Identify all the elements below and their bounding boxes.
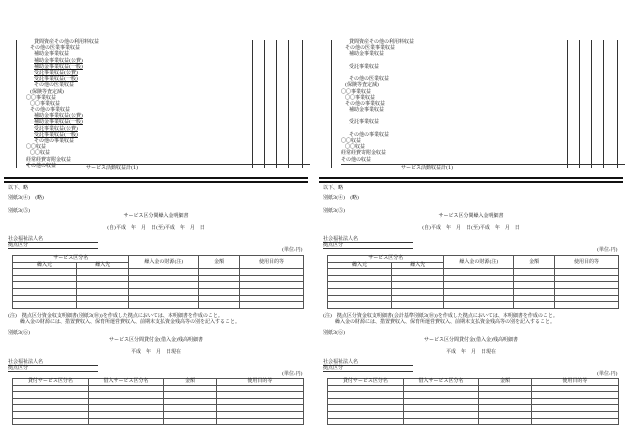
table-cell [13,269,77,276]
col-header: 繰入先 [77,262,129,269]
table-cell [88,392,164,399]
table-cell [77,275,129,282]
table-cell [88,385,164,392]
ledger-total-label: サービス活動収益計(1) [86,165,139,171]
table-cell [479,385,531,392]
form-ref: 別紙3(⑥) [323,330,346,336]
ledger-account-item: 〇〇事業収益 [345,94,376,101]
form-title: サービス区分間繰入金明細書 [438,213,504,219]
form-ref: 別紙3(⑤) [8,208,31,214]
table-row [13,295,304,302]
ledger-account-item: その他の医業収益 [349,76,390,83]
loan-table [327,378,619,425]
table-cell [392,269,444,276]
ledger-account-item: 〇〇収益 [345,144,366,151]
table-cell [479,411,531,418]
transfer-table [327,255,619,309]
table-row [328,275,619,282]
table-cell [328,405,404,412]
table-row [328,282,619,289]
ledger-account-item: 経常経費寄附金収益 [26,156,72,163]
left-page [4,0,308,442]
corp-name-label: 社会福祉法人名 [323,236,359,242]
table-cell [392,282,444,289]
table-row [13,269,304,276]
transfer-table [12,255,304,309]
table-row [328,385,619,392]
form-title: サービス区分間貸付金(借入金)残高明細書 [109,337,203,343]
note-line: (注) 拠点区分資金収支明細書(会計基準別紙3(⑩))を作成した拠点においては、本明細書を作成のこと。 [323,313,558,319]
period: 平成 年 月 日現在 [445,349,496,355]
table-cell [216,405,303,412]
table-row [328,405,619,412]
table-cell [403,392,479,399]
col-header: 借入サービス区分名 [88,379,164,386]
table-cell [88,405,164,412]
table-cell [239,275,303,282]
col-header: 繰入元 [328,262,392,269]
table-cell [164,405,216,412]
table-cell [199,302,240,309]
ledger-col-line [288,40,289,168]
table-cell [129,302,199,309]
ledger-account-item: 〇〇収益 [30,150,51,157]
table-cell [403,385,479,392]
section-divider [4,181,308,183]
table-cell [514,302,555,309]
ledger-col-line [302,40,303,168]
ledger-account-item: その他の収益 [26,162,57,169]
ledger-total-row [341,164,625,171]
form-ref: 別紙3(⑥) [8,330,31,336]
table-cell [13,385,89,392]
period: (自)平成 年 月 日(至)平成 年 月 日 [422,225,520,231]
section-divider [319,181,623,183]
table-cell [13,288,77,295]
table-row [13,302,304,309]
table-cell [403,398,479,405]
corp-name-label: 社会福祉法人名 [8,236,44,242]
table-cell [129,275,199,282]
col-header: 繰入先 [392,262,444,269]
period: 平成 年 月 日現在 [130,349,181,355]
ledger-account-item: (保険等査定減) [30,88,64,95]
ledger-account-item: 〇〇事業収益 [26,94,57,101]
ledger-total-label: サービス活動収益計(1) [401,165,454,171]
table-cell [479,398,531,405]
table-cell [328,295,392,302]
table-cell [531,411,618,418]
ledger-account-item: 補助金事業収益 [34,51,70,58]
ledger-col-line [603,40,604,168]
ledger-account-list [26,40,246,170]
table-cell [531,398,618,405]
table-cell [13,418,89,425]
table-cell [239,295,303,302]
table-cell [554,282,618,289]
table-cell [444,302,514,309]
table-cell [199,282,240,289]
table-cell [514,269,555,276]
table-cell [479,418,531,425]
col-header: 使用目的等 [239,256,303,269]
note-line: 繰入金の財源には、措置費収入、保育所運営費収入、前期末支払資金残高等の別を記入すること。 [335,319,556,325]
table-cell [164,411,216,418]
table-cell [328,385,404,392]
col-header: 繰入金の財源(注) [444,256,514,269]
unit-label: (単位:円) [282,371,303,377]
table-cell [392,295,444,302]
table-cell [479,392,531,399]
unit-label: (単位:円) [597,247,618,253]
ledger-account-item: 受託事業収益(公費) [34,69,78,76]
table-cell [164,418,216,425]
ledger-account-item: 貸間資産その他の利用料収益 [349,39,415,45]
col-header: 金額 [164,379,216,386]
table-cell [164,398,216,405]
table-cell [13,392,89,399]
ledger-account-item: 貸間資産その他の利用料収益 [34,39,100,45]
table-row [13,288,304,295]
ledger-border [331,40,332,168]
ledger-account-item: その他の医業事業収益 [345,45,396,52]
ledger-account-item: その他の医業事業収益 [30,45,81,52]
ledger-account-item: その他の収益 [341,156,372,163]
table-cell [514,288,555,295]
table-cell [129,288,199,295]
ledger-account-item: 補助金事業収益(一般) [34,119,83,126]
table-row [328,392,619,399]
table-cell [514,275,555,282]
table-row [13,418,304,425]
table-cell [328,418,404,425]
col-header: 繰入元 [13,262,77,269]
col-group-header: サービス区分名 [328,256,444,263]
table-row [13,405,304,412]
base-label: 拠点区分 [8,242,29,248]
table-row [13,275,304,282]
table-cell [531,392,618,399]
form-title: サービス区分間貸付金(借入金)残高明細書 [424,337,518,343]
col-header: 使用目的等 [216,379,303,386]
abbrev-note: 以下、略 [323,185,344,191]
ledger-account-item: 補助金事業収益(公費) [34,113,83,120]
unit-label: (単位:円) [282,247,303,253]
ledger-account-item: 〇〇事業収益 [341,88,372,95]
period: (自)平成 年 月 日(至)平成 年 月 日 [107,225,205,231]
table-cell [328,411,404,418]
ledger-col-line [264,40,265,168]
table-cell [216,392,303,399]
ledger-account-item: 〇〇収益 [341,138,362,144]
section-divider [319,177,623,179]
ledger-account-item: 受託事業収益(公費) [34,125,78,132]
ledger-account-item: 受託事業収益(一般) [34,131,78,138]
unit-label: (単位:円) [597,371,618,377]
form-title: サービス区分間繰入金明細書 [123,213,189,219]
col-header: 金額 [479,379,531,386]
table-row [328,418,619,425]
table-row [328,302,619,309]
ledger-account-item: その他の医業収益 [34,82,75,89]
table-cell [328,398,404,405]
table-cell [13,275,77,282]
table-cell [531,385,618,392]
table-cell [328,269,392,276]
table-cell [77,302,129,309]
ledger-col-line [276,40,277,168]
table-cell [77,269,129,276]
table-cell [88,418,164,425]
table-cell [514,282,555,289]
table-cell [13,405,89,412]
table-cell [403,405,479,412]
table-row [13,392,304,399]
ledger-account-item: その他の事業収益 [30,107,71,114]
ledger-account-item: 補助金事業収益 [349,107,385,114]
loan-table [12,378,304,425]
table-cell [328,282,392,289]
underline [8,248,98,249]
table-row [13,411,304,418]
table-cell [403,418,479,425]
table-cell [328,302,392,309]
table-row [13,282,304,289]
col-header: 使用目的等 [554,256,618,269]
table-cell [392,288,444,295]
base-label: 拠点区分 [323,242,344,248]
ledger-account-item: 受託事業収益 [349,119,380,126]
col-header: 貸付サービス区分名 [328,379,404,386]
table-row [328,295,619,302]
table-cell [444,269,514,276]
table-row [328,269,619,276]
table-cell [216,385,303,392]
table-cell [199,275,240,282]
table-cell [13,302,77,309]
table-cell [129,282,199,289]
table-cell [554,275,618,282]
table-cell [129,295,199,302]
table-cell [554,269,618,276]
empty-rows [328,385,619,425]
table-cell [403,411,479,418]
ledger-col-line [617,40,618,168]
ledger-account-list [341,40,561,164]
empty-rows [13,385,304,425]
table-cell [216,418,303,425]
underline [323,248,413,249]
table-row [13,385,304,392]
table-cell [479,405,531,412]
ledger-account-item: 受託事業収益(一般) [34,76,78,83]
table-cell [164,392,216,399]
table-cell [392,275,444,282]
table-row [13,398,304,405]
ledger-account-item: 補助金事業収益(公費) [34,57,83,64]
table-cell [444,288,514,295]
table-cell [239,282,303,289]
table-cell [444,295,514,302]
table-row [328,288,619,295]
ledger-col-line [252,40,253,168]
table-cell [164,385,216,392]
col-header: 金額 [514,256,555,269]
right-page [319,0,623,442]
table-cell [199,295,240,302]
base-label: 拠点区分 [8,365,29,371]
table-cell [328,275,392,282]
table-cell [514,295,555,302]
section-divider [4,177,308,179]
table-cell [554,302,618,309]
note-line: 繰入金の財源には、措置費収入、保育所運営費収入、前期末支払資金残高等の別を記入すること。 [20,319,241,325]
table-cell [13,282,77,289]
table-cell [88,411,164,418]
table-cell [444,275,514,282]
table-cell [554,295,618,302]
table-cell [77,282,129,289]
table-cell [199,269,240,276]
table-cell [531,405,618,412]
col-header: 繰入金の財源(注) [129,256,199,269]
table-cell [554,288,618,295]
table-cell [328,288,392,295]
ledger-account-item: その他の事業収益 [34,138,75,144]
col-header: 借入サービス区分名 [403,379,479,386]
form-ref: 別紙3(④) (略) [323,195,359,201]
empty-rows [13,269,304,309]
table-cell [13,295,77,302]
ledger-account-item: 受託事業収益 [349,63,380,70]
col-header: 使用目的等 [531,379,618,386]
ledger-account-item: 補助金事業収益(一般) [34,63,83,70]
ledger-account-item: 〇〇事業収益 [30,100,61,107]
underline [323,371,413,372]
table-cell [444,282,514,289]
base-label: 拠点区分 [323,365,344,371]
ledger-col-line [579,40,580,168]
table-cell [88,398,164,405]
note-line: (注) 拠点区分資金収支明細書(別紙3(⑩))を作成した拠点においては、本明細書を作成のこと。 [8,313,223,319]
table-cell [13,398,89,405]
abbrev-note: 以下、略 [8,185,29,191]
ledger-account-item: 〇〇収益 [26,144,47,151]
col-header: 貸付サービス区分名 [13,379,89,386]
col-header: 金額 [199,256,240,269]
table-cell [239,269,303,276]
table-cell [392,302,444,309]
table-cell [129,269,199,276]
table-cell [216,411,303,418]
form-ref: 別紙3(⑤) [323,208,346,214]
underline [8,371,98,372]
corp-name-label: 社会福祉法人名 [8,359,44,365]
ledger-account-item: その他の事業収益 [349,131,390,138]
ledger-account-item: (保険等査定減) [345,82,379,89]
ledger-border [16,40,17,168]
table-cell [77,288,129,295]
ledger-account-item: 補助金事業収益 [349,51,385,58]
table-row [328,398,619,405]
table-row [328,411,619,418]
corp-name-label: 社会福祉法人名 [323,359,359,365]
ledger-col-line [591,40,592,168]
table-cell [216,398,303,405]
table-cell [199,288,240,295]
col-group-header: サービス区分名 [13,256,129,263]
table-cell [239,288,303,295]
ledger-col-line [567,40,568,168]
table-cell [239,302,303,309]
ledger-account-item: その他の事業収益 [345,100,386,107]
empty-rows [328,269,619,309]
table-cell [77,295,129,302]
form-ref: 別紙3(④) (略) [8,195,44,201]
table-cell [328,392,404,399]
table-cell [13,411,89,418]
ledger-account-item: 経常経費寄附金収益 [341,150,387,157]
ledger-total-row [26,164,310,171]
table-cell [531,418,618,425]
